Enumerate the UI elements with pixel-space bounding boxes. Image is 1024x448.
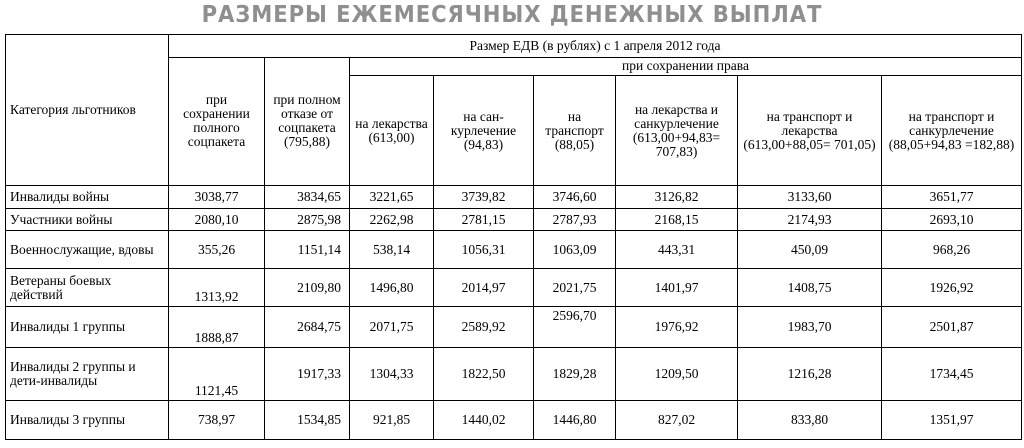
value-cell: 3651,77 [882, 186, 1022, 209]
header-category: Категория льготников [6, 35, 169, 186]
value-cell: 450,09 [738, 231, 882, 269]
value-cell: 1056,31 [434, 231, 534, 269]
value-cell: 2875,98 [265, 208, 350, 231]
header-sanatorium: на сан-курлечение (94,83) [434, 75, 534, 185]
value-cell: 1209,50 [616, 347, 738, 400]
value-cell: 1734,45 [882, 347, 1022, 400]
value-cell: 1313,92 [169, 269, 265, 307]
header-edv: Размер ЕДВ (в рублях) с 1 апреля 2012 года [169, 35, 1022, 58]
header-medicine: на лекарства (613,00) [350, 75, 434, 185]
value-cell: 3038,77 [169, 186, 265, 209]
value-cell: 2014,97 [434, 269, 534, 307]
value-cell: 2021,75 [534, 269, 616, 307]
value-cell: 2174,93 [738, 208, 882, 231]
value-cell: 2596,70 [534, 307, 616, 348]
value-cell: 968,26 [882, 231, 1022, 269]
value-cell: 2080,10 [169, 208, 265, 231]
value-cell: 1983,70 [738, 307, 882, 348]
row-category: Военнослужащие, вдовы [6, 231, 169, 269]
header-trans-med: на транспорт и лекарства (613,00+88,05= 701,05) [738, 75, 882, 185]
value-cell: 1216,28 [738, 347, 882, 400]
value-cell: 1446,80 [534, 401, 616, 440]
value-cell: 3834,65 [265, 186, 350, 209]
table-row [6, 186, 1022, 209]
row-category: Инвалиды 1 группы [6, 307, 169, 348]
value-cell: 2589,92 [434, 307, 534, 348]
value-cell: 2787,93 [534, 208, 616, 231]
value-cell: 1151,14 [265, 231, 350, 269]
value-cell: 1829,28 [534, 347, 616, 400]
value-cell: 3126,82 [616, 186, 738, 209]
value-cell: 1063,09 [534, 231, 616, 269]
value-cell: 355,26 [169, 231, 265, 269]
row-category: Участники войны [6, 208, 169, 231]
value-cell: 1496,80 [350, 269, 434, 307]
value-cell: 1401,97 [616, 269, 738, 307]
value-cell: 833,80 [738, 401, 882, 440]
value-cell: 443,31 [616, 231, 738, 269]
table-row [6, 347, 1022, 400]
value-cell: 1408,75 [738, 269, 882, 307]
value-cell: 1926,92 [882, 269, 1022, 307]
value-cell: 1534,85 [265, 401, 350, 440]
value-cell: 1304,33 [350, 347, 434, 400]
table-row [6, 401, 1022, 440]
payments-table [5, 34, 1022, 440]
header-full-refusal: при полном отказе от соцпакета (795,88) [265, 57, 350, 186]
header-keep-right: при сохранении права [350, 57, 1022, 75]
value-cell: 538,14 [350, 231, 434, 269]
value-cell: 3746,60 [534, 186, 616, 209]
page-title: РАЗМЕРЫ ЕЖЕМЕСЯЧНЫХ ДЕНЕЖНЫХ ВЫПЛАТ [201, 2, 823, 28]
value-cell: 1351,97 [882, 401, 1022, 440]
value-cell: 2168,15 [616, 208, 738, 231]
value-cell: 2262,98 [350, 208, 434, 231]
value-cell: 2071,75 [350, 307, 434, 348]
value-cell: 738,97 [169, 401, 265, 440]
value-cell: 2501,87 [882, 307, 1022, 348]
row-category: Инвалиды 2 группы и дети-инвалиды [6, 347, 169, 400]
header-keep-full: при сохранении полного соцпакета [169, 57, 265, 186]
value-cell: 2693,10 [882, 208, 1022, 231]
value-cell: 1121,45 [169, 347, 265, 400]
value-cell: 2781,15 [434, 208, 534, 231]
table-row [6, 231, 1022, 269]
value-cell: 3133,60 [738, 186, 882, 209]
value-cell: 827,02 [616, 401, 738, 440]
value-cell: 1822,50 [434, 347, 534, 400]
value-cell: 3221,65 [350, 186, 434, 209]
value-cell: 1976,92 [616, 307, 738, 348]
header-trans-san: на транспорт и санкурлечение (88,05+94,83 =182,88) [882, 75, 1022, 185]
value-cell: 1440,02 [434, 401, 534, 440]
table-row [6, 269, 1022, 307]
value-cell: 1917,33 [265, 347, 350, 400]
row-category: Инвалиды 3 группы [6, 401, 169, 440]
header-row-1 [6, 35, 1022, 58]
header-med-san: на лекарства и санкурлечение (613,00+94,83= 707,83) [616, 75, 738, 185]
row-category: Инвалиды войны [6, 186, 169, 209]
value-cell: 921,85 [350, 401, 434, 440]
table-row [6, 307, 1022, 348]
table-row [6, 208, 1022, 231]
row-category: Ветераны боевых действий [6, 269, 169, 307]
value-cell: 1888,87 [169, 307, 265, 348]
value-cell: 2109,80 [265, 269, 350, 307]
value-cell: 2684,75 [265, 307, 350, 348]
header-transport: на транспорт (88,05) [534, 75, 616, 185]
value-cell: 3739,82 [434, 186, 534, 209]
